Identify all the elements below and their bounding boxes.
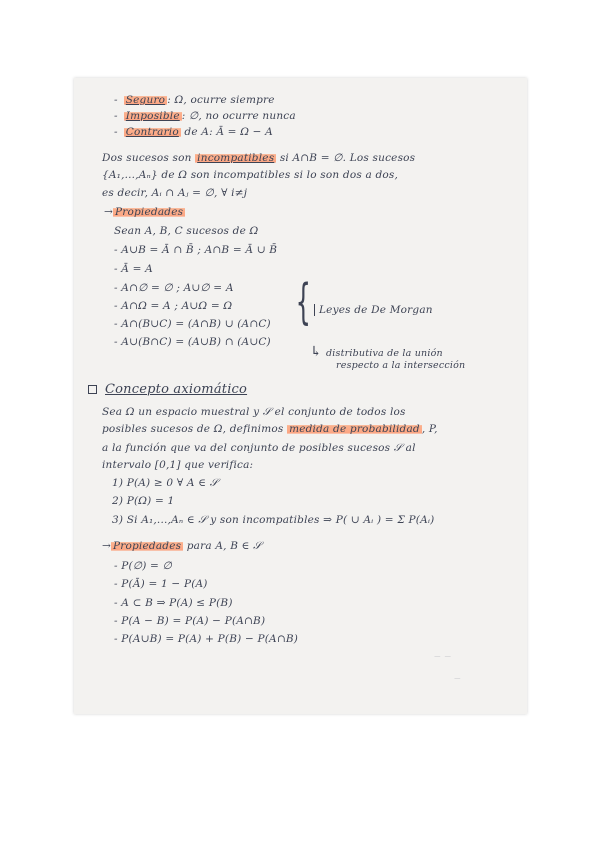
- list-item: - P(Ā) = 1 − P(A): [114, 578, 208, 590]
- text: si A∩B = ∅. Los sucesos: [276, 152, 416, 164]
- paragraph-line: Sea Ω un espacio muestral y 𝒮 el conjunto de todos los: [102, 406, 406, 418]
- term-highlight: medida de probabilidad: [289, 423, 420, 435]
- text: Dos sucesos son: [102, 152, 196, 164]
- section-heading: [102, 540, 262, 553]
- list-item-text: : ∅, no ocurre nunca: [181, 110, 296, 122]
- list-item: - A∩Ω = A ; A∪Ω = Ω: [114, 300, 233, 312]
- list-item: - A∩(B∪C) = (A∩B) ∪ (A∩C): [114, 318, 271, 330]
- paragraph-line: [102, 152, 415, 164]
- section-title: [88, 382, 247, 397]
- arrow-icon: →: [102, 540, 111, 552]
- list-item: - P(A∪B) = P(A) + P(B) − P(A∩B): [114, 633, 299, 645]
- term-highlight: Propiedades: [115, 206, 184, 218]
- axiom-item: 1) P(A) ≥ 0 ∀ A ∈ 𝒮: [112, 477, 219, 489]
- list-item-contrario: - Contrario de A: Ā = Ω − A: [114, 126, 273, 138]
- paragraph-line: intervalo [0,1] que verifica:: [102, 459, 254, 471]
- list-item: - A ⊂ B ⇒ P(A) ≤ P(B): [114, 597, 233, 609]
- morgan-label: Leyes de De Morgan: [314, 304, 433, 316]
- bleed-through-mark: ‒ ‒: [434, 650, 452, 662]
- hooked-arrow-icon: ↳: [310, 344, 322, 360]
- list-item: - Ā = A: [114, 263, 153, 275]
- axiom-item: 2) P(Ω) = 1: [112, 495, 175, 507]
- axiom-item: 3) Si A₁,...,Aₙ ∈ 𝒮 y son incompatibles ⇒ P( ∪ Aᵢ ) = Σ P(Aᵢ): [112, 514, 435, 526]
- list-item: - P(∅) = ∅: [114, 560, 172, 572]
- notebook-page: [74, 78, 527, 714]
- term-highlight: Imposible: [125, 110, 180, 122]
- checkbox-icon: [88, 385, 97, 394]
- list-item-text: de A: Ā = Ω − A: [180, 126, 273, 138]
- section-heading: [104, 206, 185, 218]
- list-item-seguro: - Seguro : Ω, ocurre siempre: [114, 94, 275, 106]
- bleed-through-mark: ‒: [454, 672, 461, 684]
- paragraph-line: Sean A, B, C sucesos de Ω: [114, 225, 259, 237]
- list-item: - A∩∅ = ∅ ; A∪∅ = A: [114, 282, 234, 294]
- list-item-text: : Ω, ocurre siempre: [167, 94, 275, 106]
- paragraph-line: es decir, Aᵢ ∩ Aⱼ = ∅, ∀ i≠j: [102, 187, 248, 199]
- list-item: - P(A − B) = P(A) − P(A∩B): [114, 615, 266, 627]
- paragraph-line: {A₁,...,Aₙ} de Ω son incompatibles si lo son dos a dos,: [102, 169, 399, 181]
- annotation-note: respecto a la intersección: [336, 360, 466, 371]
- list-item: - A∪B = Ā ∩ B̄ ; A∩B = Ā ∪ B̄: [114, 244, 278, 256]
- paragraph-line: a la función que va del conjunto de posibles sucesos 𝒮 al: [102, 442, 416, 454]
- list-item: - A∪(B∩C) = (A∪B) ∩ (A∪C): [114, 336, 271, 348]
- text: posibles sucesos de Ω, definimos: [102, 423, 288, 435]
- term-highlight: Seguro: [125, 94, 166, 106]
- text: para A, B ∈ 𝒮: [183, 540, 262, 552]
- term-highlight: incompatibles: [197, 152, 275, 164]
- section-title-text: Concepto axiomático: [105, 382, 248, 397]
- term-highlight: Propiedades: [113, 540, 182, 552]
- paragraph-line: [102, 423, 438, 435]
- text: , P,: [421, 423, 438, 435]
- annotation-note: distributiva de la unión: [326, 348, 443, 359]
- brace-symbol: {: [295, 274, 311, 330]
- arrow-icon: →: [104, 206, 113, 218]
- term-highlight: Contrario: [125, 126, 179, 138]
- list-item-imposible: - Imposible : ∅, no ocurre nunca: [114, 110, 296, 122]
